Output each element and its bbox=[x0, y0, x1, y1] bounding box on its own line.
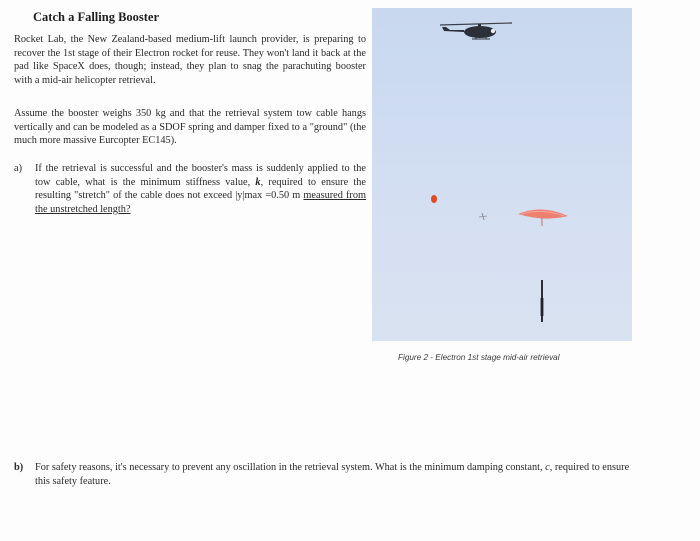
retrieval-photo bbox=[372, 8, 632, 341]
question-b-label: b) bbox=[14, 462, 24, 473]
question-a-underlined: measured from the unstretched length? bbox=[35, 190, 366, 215]
question-a-text-after: , required to ensure the resulting "stretch" of the cable does not exceed |y|max =0.50 m bbox=[35, 176, 366, 202]
question-b-text bbox=[35, 461, 634, 488]
question-a-label: a) bbox=[14, 163, 22, 174]
figure-caption: Figure 2 - Electron 1st stage mid-air retrieval bbox=[398, 353, 560, 362]
question-b bbox=[14, 461, 634, 488]
damping-variable: c bbox=[545, 462, 550, 473]
stiffness-variable: k bbox=[255, 176, 261, 188]
retrieval-scene bbox=[372, 8, 632, 341]
question-a-text bbox=[35, 162, 366, 216]
question-b-text-before: For safety reasons, it's necessary to prevent any oscillation in the retrieval system. What is the minimum damping constant, bbox=[35, 462, 546, 473]
question-a bbox=[14, 162, 366, 216]
question-a-text-before: If the retrieval is successful and the booster's mass is suddenly applied to the tow cable, what is the minimum stiffness value, bbox=[35, 163, 366, 188]
helicopter-icon bbox=[440, 23, 512, 39]
assumption-paragraph: Assume the booster weighs 350 kg and that the retrieval system tow cable hangs vertically and can be modeled as a SDOF spring and damper fixed to a "ground" (the much more massive Eurcopter EC145). bbox=[14, 108, 366, 147]
parachute-icon bbox=[518, 209, 568, 226]
intro-paragraph: Rocket Lab, the New Zealand-based medium-lift launch provider, is preparing to recover the 1st stage of their Electron rocket for reuse. They won't land it back at the pad like SpaceX does, though; instead, they plan to snag the parachuting booster with a mid-air helicopter retrieval. bbox=[14, 34, 366, 86]
document-title: Catch a Falling Booster bbox=[33, 10, 160, 24]
booster-icon bbox=[541, 280, 544, 322]
question-b-text-after: , required to ensure this safety feature. bbox=[35, 462, 630, 487]
drogue-chute-icon bbox=[431, 195, 437, 203]
hook-icon bbox=[479, 213, 487, 220]
